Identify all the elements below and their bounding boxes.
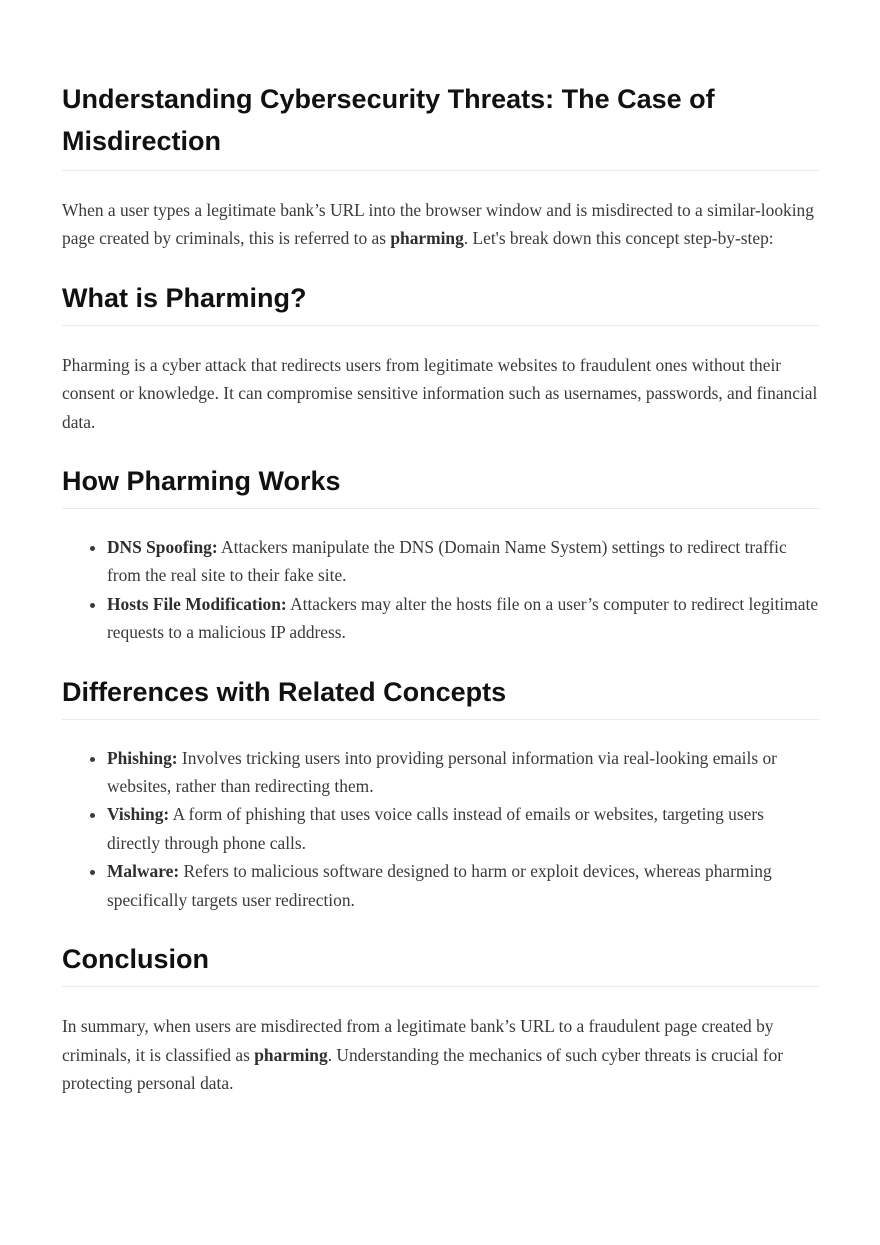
conclusion-bold-term: pharming: [254, 1044, 328, 1065]
intro-text-start: When a user types a legitimate bank’s URL into the browser window and is misdirected to a similar-looking page created by criminals, this is referred to as: [62, 200, 814, 249]
list-item-term: Phishing:: [107, 747, 178, 768]
list-item-text: A form of phishing that uses voice calls instead of emails or websites, targeting users directly through phone calls.: [107, 804, 764, 853]
list-item: [107, 800, 819, 857]
list-item-text: Involves tricking users into providing personal information via real-looking emails or websites, rather than redirecting them.: [107, 747, 777, 797]
section-heading-differences: Differences with Related Concepts: [62, 674, 819, 720]
list-item: [107, 744, 819, 801]
list-item-text: Attackers may alter the hosts file on a user’s computer to redirect legitimate requests to a malicious IP address.: [107, 593, 819, 643]
list-item-text: Attackers manipulate the DNS (Domain Name System) settings to redirect traffic from the real site to their fake site.: [107, 537, 787, 586]
differences-list: [62, 744, 819, 914]
list-item-term: Vishing:: [107, 804, 170, 825]
conclusion-text-end: . Understanding the mechanics of such cyber threats is crucial for protecting personal data.: [62, 1044, 784, 1093]
section-heading-what: What is Pharming?: [62, 280, 819, 326]
intro-text-end: . Let's break down this concept step-by-step:: [463, 228, 774, 249]
intro-paragraph: [62, 196, 819, 253]
section-heading-how: How Pharming Works: [62, 463, 819, 509]
list-item-term: Malware:: [107, 861, 180, 882]
how-list: [62, 533, 819, 647]
conclusion-text-start: In summary, when users are misdirected from a legitimate bank’s URL to a fraudulent page created by criminals, it is classified as: [62, 1016, 774, 1065]
document: [62, 78, 819, 1097]
intro-bold-term: pharming: [390, 228, 464, 249]
section-heading-conclusion: Conclusion: [62, 941, 819, 987]
what-paragraph: Pharming is a cyber attack that redirects users from legitimate websites to fraudulent ones without their consent or knowledge. It can compromise sensitive information such as usernames, passwords, and financial data.: [62, 354, 818, 432]
list-item: [107, 857, 819, 914]
list-item: [107, 533, 819, 590]
list-item-text: Refers to malicious software designed to harm or exploit devices, whereas pharming specifically targets user redirection.: [107, 861, 772, 910]
list-item-term: DNS Spoofing:: [107, 537, 218, 558]
list-item-term: Hosts File Modification:: [107, 593, 287, 614]
page-title: Understanding Cybersecurity Threats: The Case of Misdirection: [62, 78, 819, 171]
conclusion-paragraph: [62, 1012, 819, 1097]
list-item: [107, 590, 819, 647]
